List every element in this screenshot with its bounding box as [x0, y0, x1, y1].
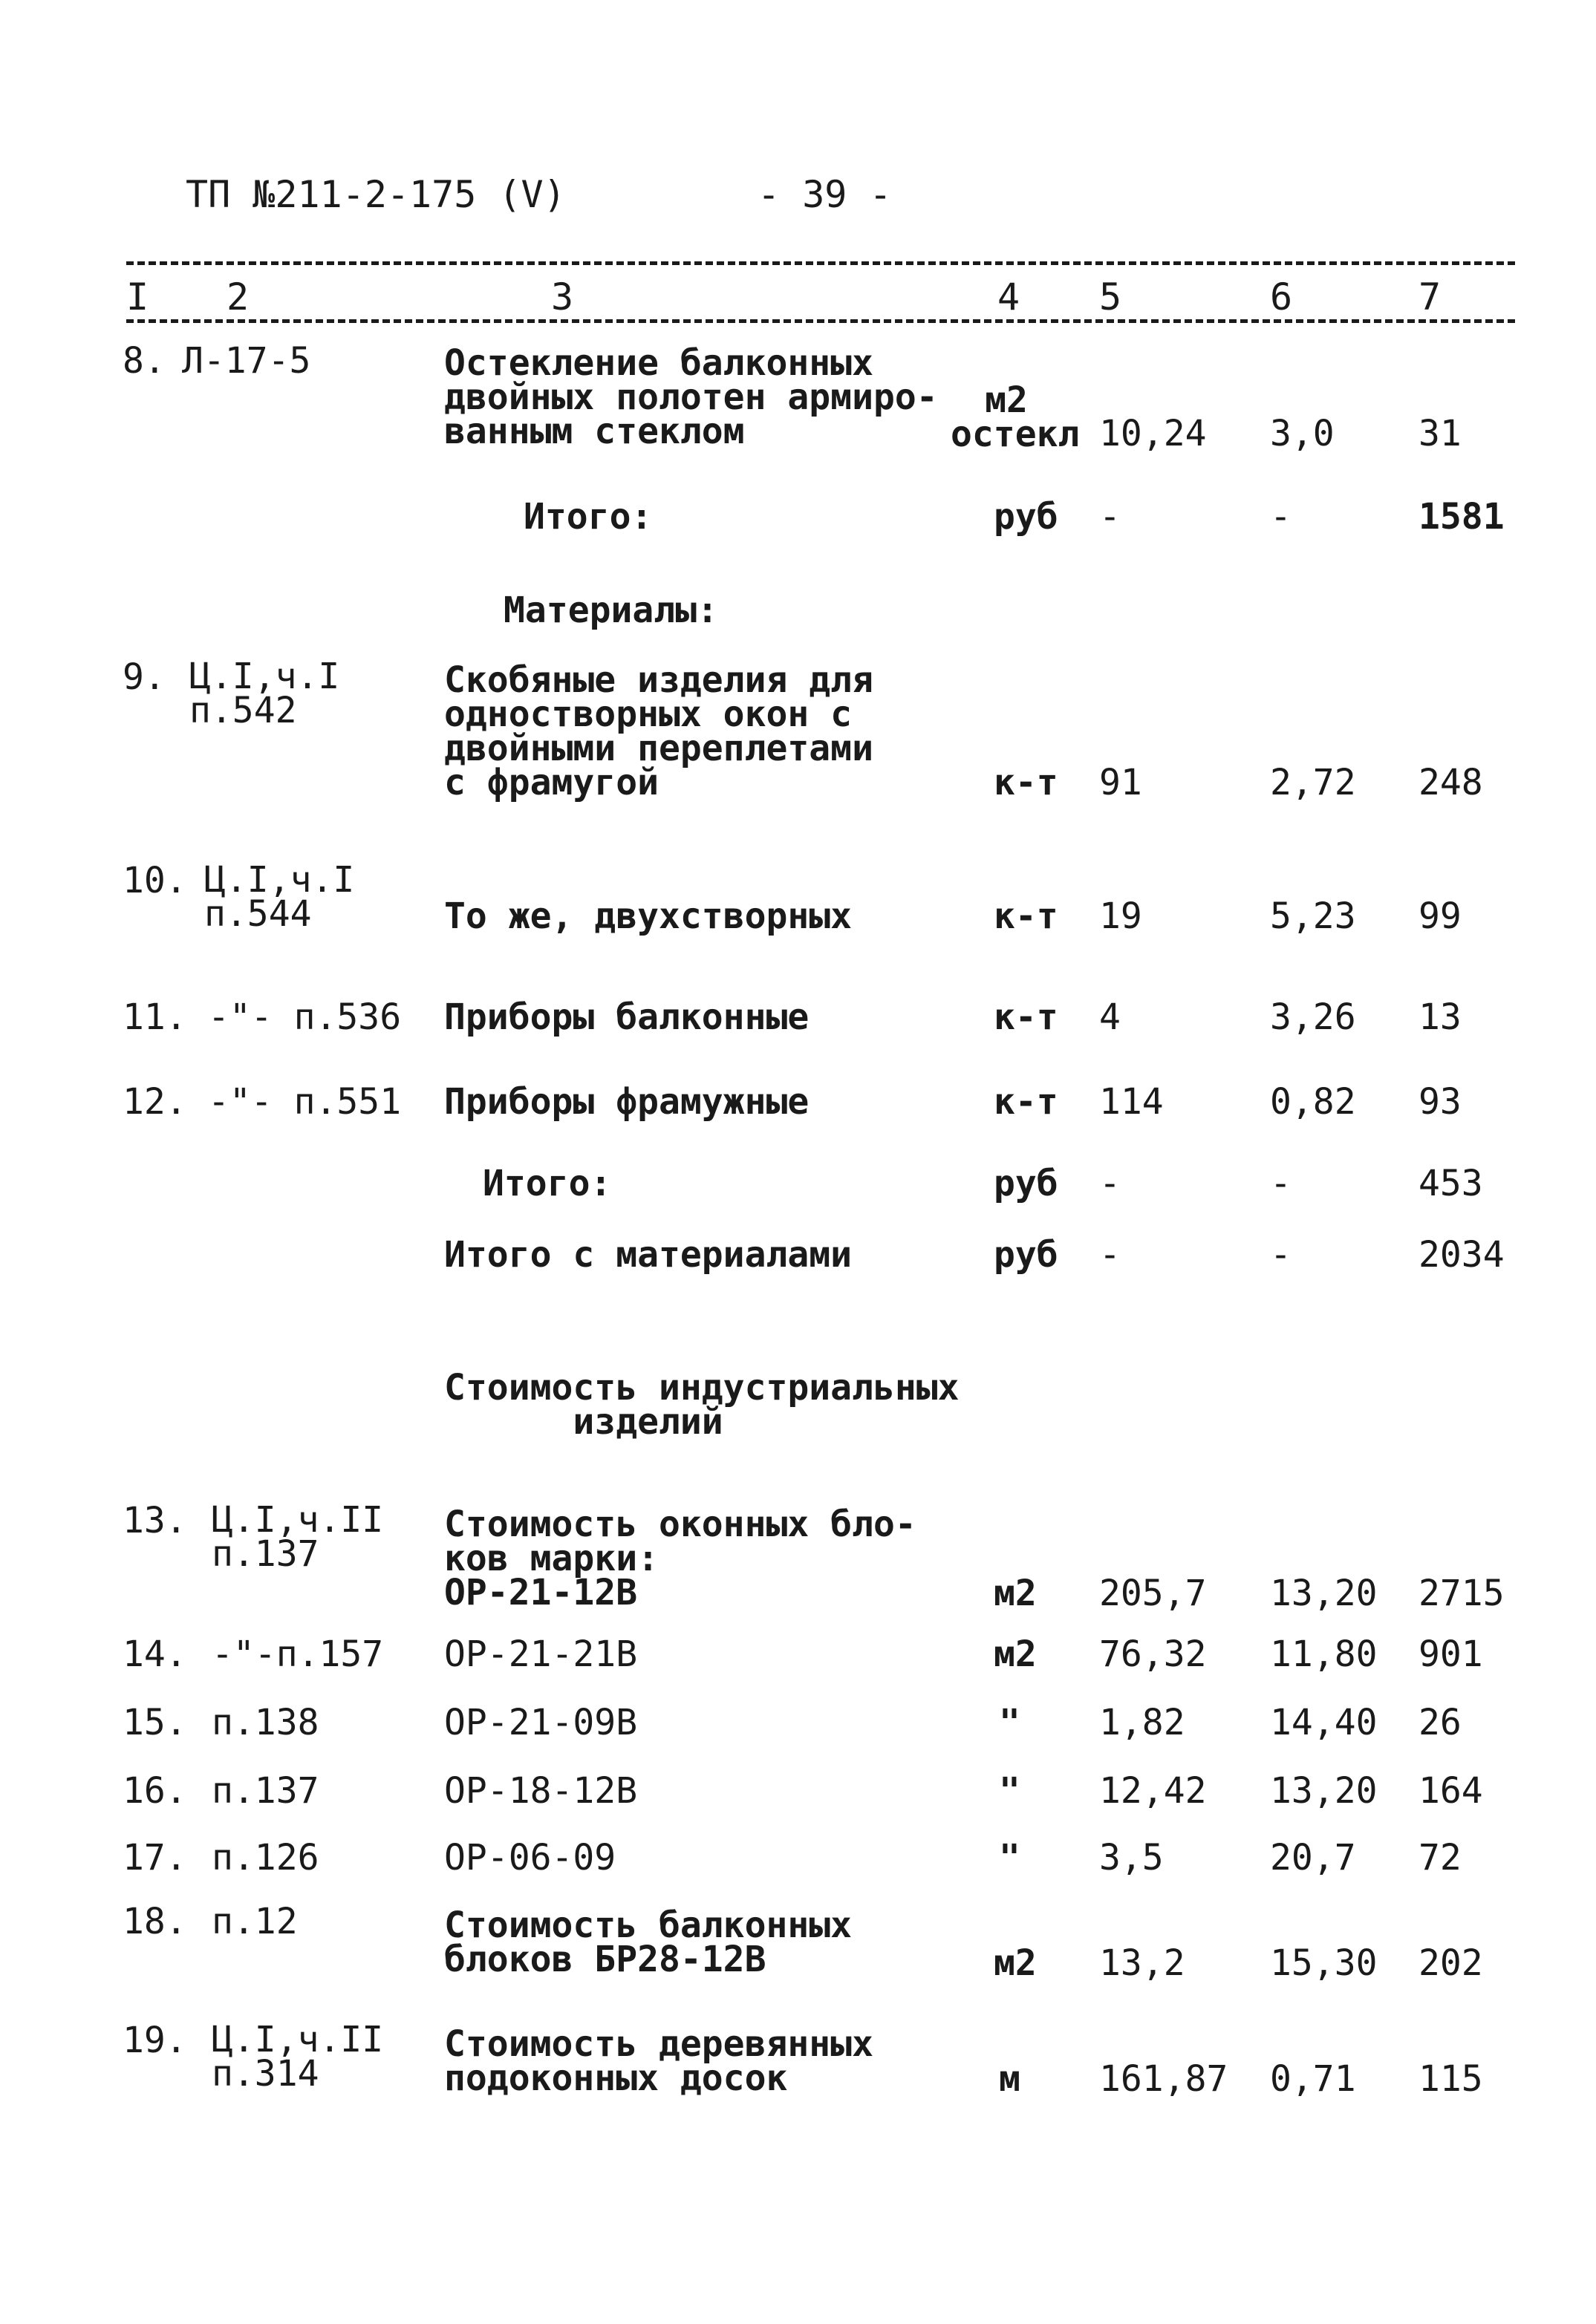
row-price: 3,26 — [1270, 996, 1356, 1038]
row-total: 26 — [1419, 1702, 1462, 1743]
total-price: - — [1270, 1234, 1292, 1276]
row-unit: к-т — [994, 762, 1058, 803]
row-reference: Ц.I,ч.II п.137 — [212, 1499, 384, 1575]
row-price: 14,40 — [1270, 1702, 1378, 1743]
column-header-5: 5 — [1099, 275, 1122, 319]
row-quantity: 161,87 — [1099, 2058, 1228, 2100]
row-total: 2715 — [1419, 1573, 1505, 1614]
row-price: 13,20 — [1270, 1770, 1378, 1812]
subtotal-unit: руб — [994, 496, 1058, 538]
row-unit: к-т — [994, 1081, 1058, 1123]
row-unit: м2 — [994, 1573, 1037, 1614]
column-header-3: 3 — [551, 275, 574, 319]
subtotal-label: Итого: — [524, 496, 653, 538]
row-quantity: 3,5 — [1099, 1837, 1164, 1879]
subtotal-price: - — [1270, 1163, 1292, 1204]
row-reference: п.126 — [212, 1837, 319, 1879]
row-number: 18. — [123, 1901, 187, 1942]
row-number: 9. — [123, 656, 166, 698]
row-number: 11. — [123, 996, 187, 1038]
row-reference: п.138 — [212, 1702, 319, 1743]
row-total: 31 — [1419, 413, 1462, 454]
row-total: 13 — [1419, 996, 1462, 1038]
column-header-7: 7 — [1419, 275, 1442, 319]
subtotal-price: - — [1270, 496, 1292, 538]
row-quantity: 10,24 — [1099, 413, 1207, 454]
subtotal-quantity: - — [1099, 496, 1121, 538]
row-price: 0,82 — [1270, 1081, 1356, 1123]
row-total: 72 — [1419, 1837, 1462, 1879]
page-number: - 39 - — [758, 173, 892, 216]
row-reference: -"- п.536 — [208, 996, 402, 1038]
row-price: 13,20 — [1270, 1573, 1378, 1614]
total-unit: руб — [994, 1234, 1058, 1276]
row-total: 901 — [1419, 1633, 1483, 1675]
row-quantity: 19 — [1099, 895, 1142, 937]
row-unit: к-т — [994, 996, 1058, 1038]
row-quantity: 91 — [1099, 762, 1142, 803]
row-description: Стоимость оконных бло- ков марки: ОР-21-12В — [444, 1504, 916, 1613]
header-rule-bottom — [126, 319, 1515, 323]
row-reference: Л-17-5 — [182, 340, 311, 382]
row-description: ОР-21-09В — [444, 1702, 638, 1743]
row-unit: " — [999, 1702, 1020, 1743]
row-number: 8. — [123, 340, 166, 382]
row-number: 10. — [123, 860, 187, 901]
row-number: 19. — [123, 2020, 187, 2061]
total-label: Итого с материалами — [444, 1234, 853, 1276]
row-reference: п.137 — [212, 1770, 319, 1812]
total-quantity: - — [1099, 1234, 1121, 1276]
row-description: Стоимость балконных блоков БР28-12В — [444, 1904, 853, 1980]
row-total: 248 — [1419, 762, 1483, 803]
column-header-4: 4 — [997, 275, 1020, 319]
row-unit: м2 — [994, 1633, 1037, 1675]
total-total: 2034 — [1419, 1234, 1505, 1276]
row-price: 3,0 — [1270, 413, 1335, 454]
row-price: 0,71 — [1270, 2058, 1356, 2100]
row-description: Остекление балконных двойных полотен армиро- ванным стеклом — [444, 342, 938, 452]
row-description: ОР-21-21В — [444, 1633, 638, 1675]
row-reference: -"-п.157 — [212, 1633, 384, 1675]
row-price: 15,30 — [1270, 1942, 1378, 1984]
row-price: 11,80 — [1270, 1633, 1378, 1675]
row-reference: Ц.I,ч.I п.544 — [204, 859, 355, 935]
row-number: 17. — [123, 1837, 187, 1879]
column-header-2: 2 — [227, 275, 250, 319]
subtotal-total: 1581 — [1419, 496, 1505, 538]
row-unit: м2 — [994, 1942, 1037, 1984]
row-reference: п.12 — [212, 1901, 298, 1942]
subtotal-quantity: - — [1099, 1163, 1121, 1204]
row-price: 5,23 — [1270, 895, 1356, 937]
row-reference: Ц.I,ч.I п.542 — [189, 656, 340, 731]
row-quantity: 76,32 — [1099, 1633, 1207, 1675]
subtotal-unit: руб — [994, 1163, 1058, 1204]
row-total: 202 — [1419, 1942, 1483, 1984]
subtotal-total: 453 — [1419, 1163, 1483, 1204]
row-quantity: 1,82 — [1099, 1702, 1185, 1743]
column-header-1: I — [126, 275, 149, 319]
row-description: ОР-06-09 — [444, 1837, 616, 1879]
subtotal-label: Итого: — [483, 1163, 612, 1204]
row-reference: Ц.I,ч.II п.314 — [212, 2019, 384, 2095]
row-total: 164 — [1419, 1770, 1483, 1812]
column-header-6: 6 — [1270, 275, 1293, 319]
row-description: Скобяные изделия для одностворных окон с двойными переплетами с фрамугой — [444, 659, 873, 803]
row-number: 13. — [123, 1500, 187, 1541]
row-quantity: 205,7 — [1099, 1573, 1207, 1614]
row-number: 12. — [123, 1081, 187, 1123]
row-quantity: 114 — [1099, 1081, 1164, 1123]
row-unit: к-т — [994, 895, 1058, 937]
section-heading-industrial: Стоимость индустриальных изделий — [444, 1367, 960, 1443]
row-unit: " — [999, 1837, 1020, 1879]
row-total: 93 — [1419, 1081, 1462, 1123]
row-quantity: 4 — [1099, 996, 1121, 1038]
row-price: 2,72 — [1270, 762, 1356, 803]
section-heading-materials: Материалы: — [504, 590, 718, 631]
row-total: 99 — [1419, 895, 1462, 937]
row-quantity: 12,42 — [1099, 1770, 1207, 1812]
row-number: 16. — [123, 1770, 187, 1812]
row-description: ОР-18-12В — [444, 1770, 638, 1812]
row-quantity: 13,2 — [1099, 1942, 1185, 1984]
row-unit: м2 остекл — [951, 379, 1080, 455]
row-total: 115 — [1419, 2058, 1483, 2100]
row-unit: м — [999, 2058, 1020, 2100]
row-number: 15. — [123, 1702, 187, 1743]
document-code: ТП №211-2-175 (V) — [186, 173, 566, 216]
row-description: Стоимость деревянных подоконных досок — [444, 2023, 873, 2099]
row-reference: -"- п.551 — [208, 1081, 402, 1123]
row-description: Приборы балконные — [444, 996, 810, 1038]
row-unit: " — [999, 1770, 1020, 1812]
row-description: Приборы фрамужные — [444, 1081, 810, 1123]
row-description: То же, двухстворных — [444, 895, 853, 937]
header-rule-top — [126, 261, 1515, 265]
row-number: 14. — [123, 1633, 187, 1675]
row-price: 20,7 — [1270, 1837, 1356, 1879]
